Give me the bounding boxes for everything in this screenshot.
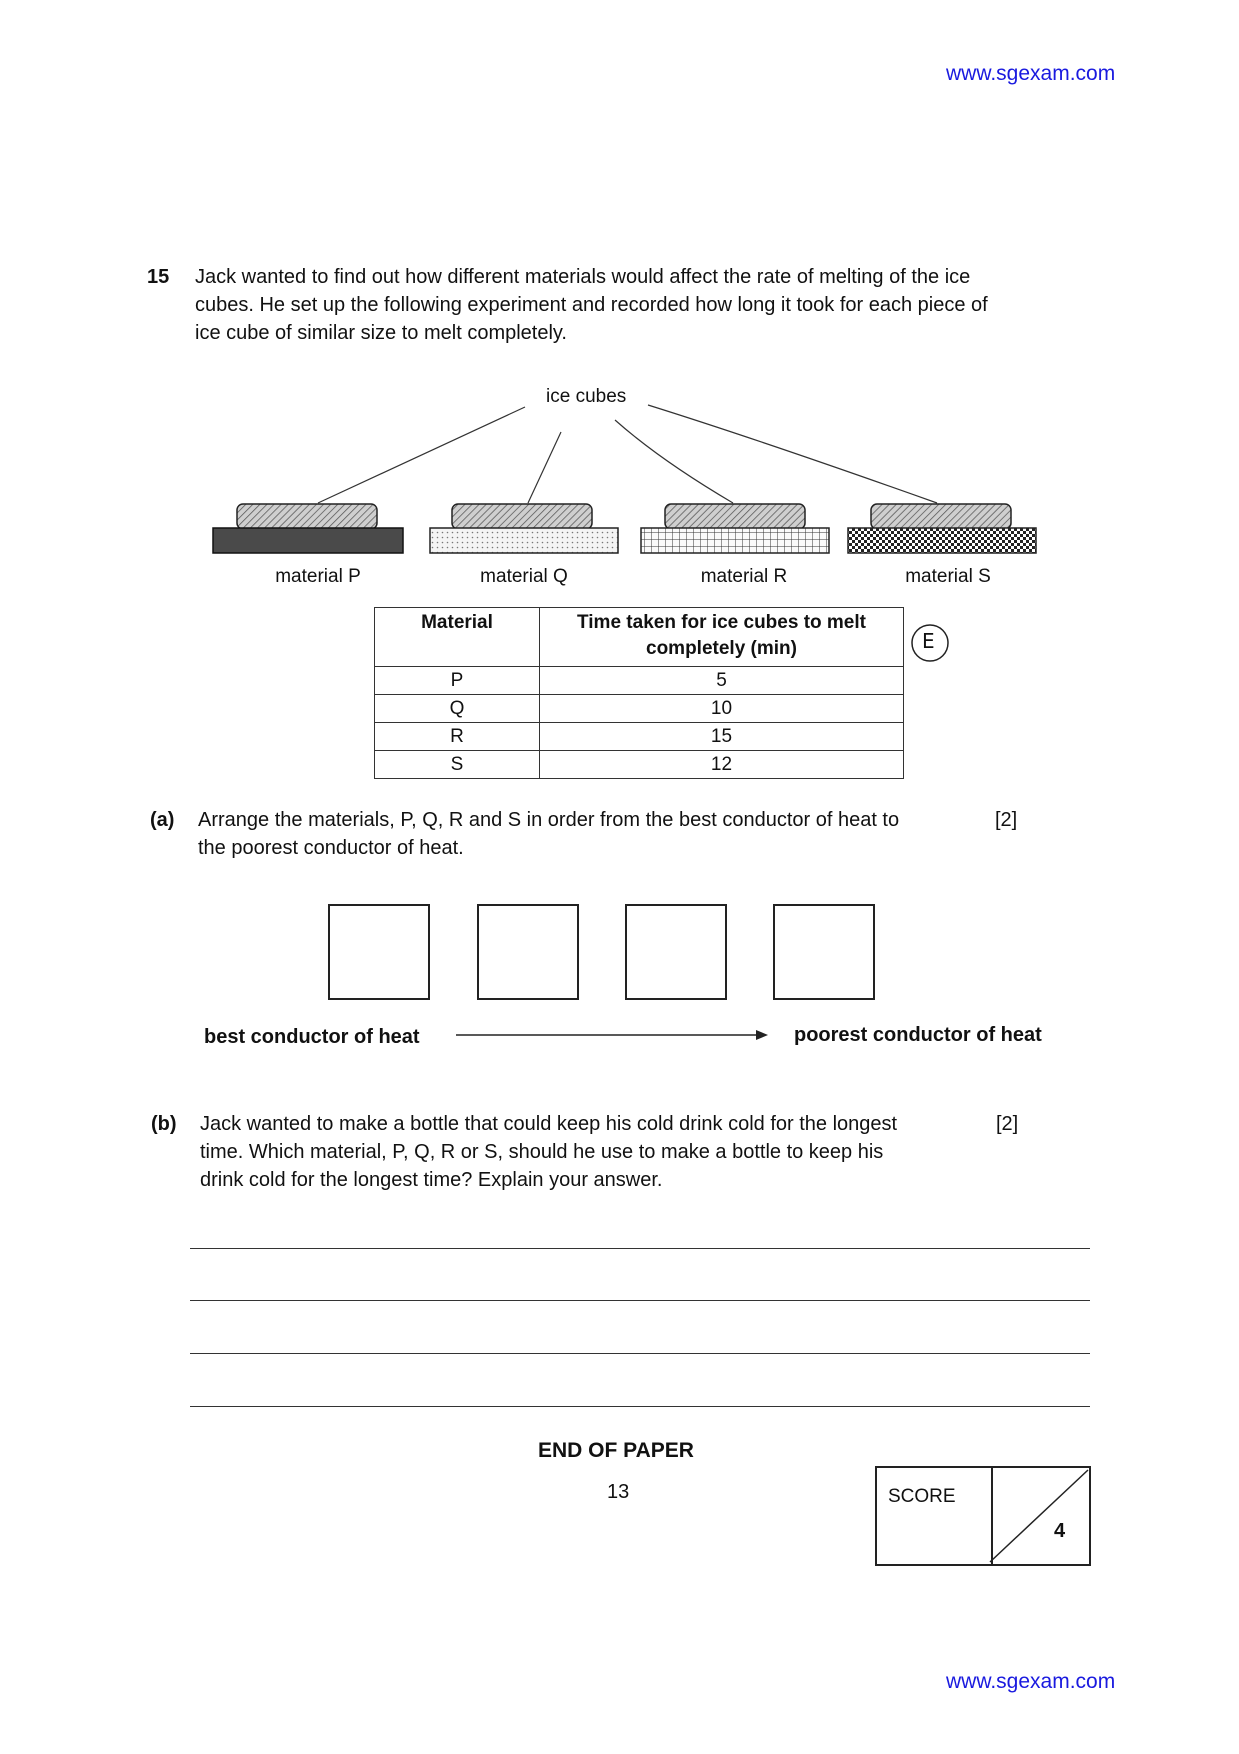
table-row <box>375 723 904 751</box>
material-label-r: material R <box>700 566 788 587</box>
table-row <box>375 667 904 695</box>
table-cell-time: 10 <box>540 695 904 723</box>
part-a-text <box>198 806 978 862</box>
page-number: 13 <box>607 1481 630 1503</box>
table-header-time-line: Time taken for ice cubes to melt <box>577 612 866 633</box>
material-s-setup <box>848 504 1036 553</box>
material-p-block <box>213 528 403 553</box>
end-of-paper: END OF PAPER <box>538 1439 694 1462</box>
material-r-block <box>641 528 829 553</box>
footer-url[interactable]: www.sgexam.com <box>946 1670 1116 1693</box>
part-b-text-line: drink cold for the longest time? Explain your answer. <box>200 1169 663 1191</box>
answer-line-3[interactable] <box>190 1353 1090 1354</box>
answer-line-4[interactable] <box>190 1406 1090 1407</box>
material-q-block <box>430 528 618 553</box>
part-b-text-line: time. Which material, P, Q, R or S, should he use to make a bottle to keep his <box>200 1141 884 1163</box>
material-q-setup <box>430 504 618 553</box>
ice-cube-r <box>665 504 805 529</box>
score-label-cell <box>877 1468 993 1564</box>
score-box <box>875 1466 1091 1566</box>
table-cell-material: Q <box>375 695 540 723</box>
part-b-text-line: Jack wanted to make a bottle that could keep his cold drink cold for the longest <box>200 1113 898 1135</box>
conductor-order-arrow <box>456 1030 768 1040</box>
question-number: 15 <box>147 266 170 288</box>
material-s-block <box>848 528 1036 553</box>
table-annotation: E <box>922 629 935 653</box>
ice-cube-q <box>452 504 592 529</box>
material-p-setup <box>213 504 403 553</box>
material-label-s: material S <box>905 566 991 587</box>
label-pointer-lines <box>318 405 937 503</box>
part-a-label: (a) <box>150 809 175 831</box>
ice-cube-s <box>871 504 1011 529</box>
ice-cubes-label: ice cubes <box>546 386 627 407</box>
question-text-line: cubes. He set up the following experiment and recorded how long it took for each piece of <box>195 294 988 316</box>
part-a-text-line: the poorest conductor of heat. <box>198 837 464 859</box>
part-b-marks: [2] <box>996 1113 1019 1135</box>
answer-line-1[interactable] <box>190 1248 1090 1249</box>
table-cell-time: 12 <box>540 751 904 779</box>
part-a-marks: [2] <box>995 809 1018 831</box>
part-b-label: (b) <box>151 1113 177 1135</box>
material-label-p: material P <box>275 566 361 587</box>
table-row <box>375 751 904 779</box>
table-cell-time: 5 <box>540 667 904 695</box>
question-text-line: Jack wanted to find out how different materials would affect the rate of melting of the ice <box>195 266 971 288</box>
table-cell-material: S <box>375 751 540 779</box>
table-header-time <box>540 608 904 667</box>
answer-box-3[interactable] <box>625 904 727 1000</box>
table-header-material: Material <box>375 608 540 667</box>
answer-box-4[interactable] <box>773 904 875 1000</box>
score-total: 4 <box>1054 1520 1066 1542</box>
ice-cube-p <box>237 504 377 529</box>
part-b-text <box>200 1110 980 1194</box>
table-cell-time: 15 <box>540 723 904 751</box>
arrow-start-label: best conductor of heat <box>204 1026 420 1048</box>
answer-line-2[interactable] <box>190 1300 1090 1301</box>
answer-box-1[interactable] <box>328 904 430 1000</box>
results-table <box>374 607 904 779</box>
answer-box-2[interactable] <box>477 904 579 1000</box>
table-row <box>375 695 904 723</box>
table-cell-material: P <box>375 667 540 695</box>
table-header-time-line: completely (min) <box>646 638 797 659</box>
table-header-row <box>375 608 904 667</box>
question-text-line: ice cube of similar size to melt completely. <box>195 322 567 344</box>
material-label-q: material Q <box>480 566 568 587</box>
arrow-end-label: poorest conductor of heat <box>794 1024 1042 1046</box>
table-cell-material: R <box>375 723 540 751</box>
score-label: SCORE <box>888 1486 956 1507</box>
header-url[interactable]: www.sgexam.com <box>946 62 1116 85</box>
part-a-text-line: Arrange the materials, P, Q, R and S in order from the best conductor of heat to <box>198 809 900 831</box>
material-r-setup <box>641 504 829 553</box>
